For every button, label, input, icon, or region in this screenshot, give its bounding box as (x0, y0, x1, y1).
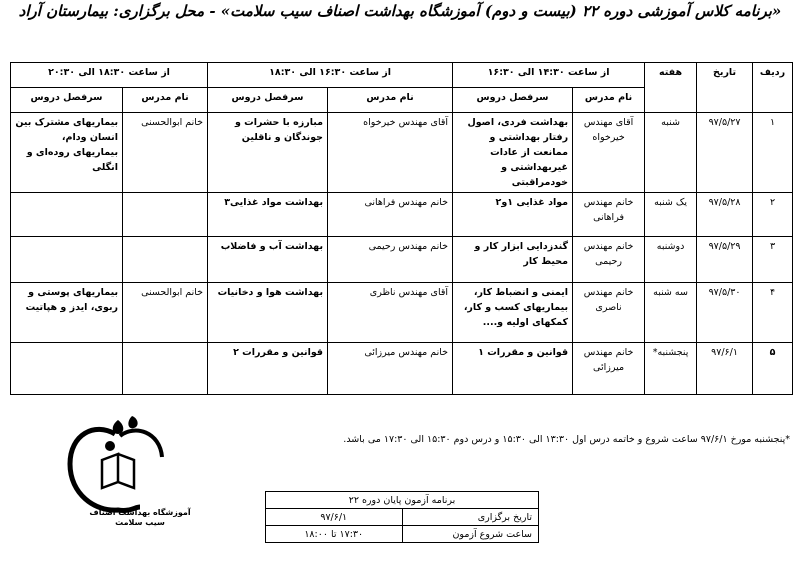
row-number: ۴ (753, 283, 793, 343)
footnote: *پنجشنبه مورخ ۹۷/۶/۱ ساعت شروع و خاتمه درس اول ۱۳:۳۰ الی ۱۵:۳۰ و درس دوم ۱۵:۳۰ الی ۱۷:۳۰ می باشد. (343, 434, 790, 445)
row-number: ۳ (753, 237, 793, 283)
teacher-cell (123, 193, 208, 237)
header-teacher: نام مدرس (328, 88, 453, 113)
teacher-cell: خانم ابوالحسنی (123, 113, 208, 193)
table-row (11, 113, 793, 193)
header-slot-2: از ساعت ۱۶:۳۰ الی ۱۸:۳۰ (208, 63, 453, 88)
teacher-cell: خانم مهندس فراهانی (328, 193, 453, 237)
topic-cell: بهداشت هوا و دخانیات (208, 283, 328, 343)
topic-cell (11, 193, 123, 237)
teacher-cell: خانم مهندس رحیمی (573, 237, 645, 283)
row-date: ۹۷/۵/۳۰ (697, 283, 753, 343)
table-row (11, 343, 793, 395)
header-slot-3: از ساعت ۱۸:۳۰ الی ۲۰:۳۰ (11, 63, 208, 88)
exam-time-value: ۱۷:۳۰ تا ۱۸:۰۰ (266, 526, 403, 543)
logo-line-1: آموزشگاه بهداشت اصناف (89, 508, 191, 517)
teacher-cell (123, 343, 208, 395)
topic-cell: ایمنی و انضباط کار، بیماریهای کسب و کار، کمکهای اولیه و.... (453, 283, 573, 343)
teacher-cell: خانم مهندس فراهانی (573, 193, 645, 237)
topic-cell (11, 343, 123, 395)
topic-cell: بهداشت فردی، اصول رفتار بهداشتی و ممانعت از عادات غیربهداشتی و خودمراقبتی (453, 113, 573, 193)
topic-cell: مبارزه با حشرات و جوندگان و ناقلین (208, 113, 328, 193)
row-day: سه شنبه (645, 283, 697, 343)
teacher-cell (123, 237, 208, 283)
teacher-cell: آقای مهندس ناظری (328, 283, 453, 343)
topic-cell (11, 237, 123, 283)
exam-title: برنامه آزمون پایان دوره ۲۲ (266, 492, 539, 509)
teacher-cell: خانم مهندس میرزائی (328, 343, 453, 395)
exam-time-label: ساعت شروع آزمون (402, 526, 539, 543)
row-number: ۵ (753, 343, 793, 395)
topic-cell: گندزدایی ابزار کار و محیط کار (453, 237, 573, 283)
table-row (11, 283, 793, 343)
header-date: تاریخ (697, 63, 753, 113)
topic-cell: مواد غذایی ۱و۲ (453, 193, 573, 237)
row-date: ۹۷/۵/۲۹ (697, 237, 753, 283)
row-date: ۹۷/۵/۲۸ (697, 193, 753, 237)
page-title: «برنامه کلاس آموزشی دوره ۲۲ (بیست و دوم) آموزشگاه بهداشت اصناف سیب سلامت» - محل برگزاری: بیمارستان آراد (18, 2, 782, 20)
topic-cell: بهداشت مواد غذایی۳ (208, 193, 328, 237)
topic-cell: قوانین و مقررات ۱ (453, 343, 573, 395)
teacher-cell: خانم مهندس رحیمی (328, 237, 453, 283)
topic-cell: بیماریهای پوستی و ربوی، ایدز و هپاتیت (11, 283, 123, 343)
header-topics: سرفصل دروس (11, 88, 123, 113)
header-topics: سرفصل دروس (453, 88, 573, 113)
row-day: شنبه (645, 113, 697, 193)
exam-date-label: تاریخ برگزاری (402, 509, 539, 526)
topic-cell: قوانین و مقررات ۲ (208, 343, 328, 395)
table-row (11, 193, 793, 237)
row-number: ۱ (753, 113, 793, 193)
table-row (11, 237, 793, 283)
row-day: پنجشنبه* (645, 343, 697, 395)
exam-date-value: ۹۷/۶/۱ (266, 509, 403, 526)
header-slot-1: از ساعت ۱۴:۳۰ الی ۱۶:۳۰ (453, 63, 645, 88)
logo-line-2: سیب سلامت (115, 518, 165, 527)
header-topics: سرفصل دروس (208, 88, 328, 113)
schedule-table (10, 62, 793, 395)
teacher-cell: خانم ابوالحسنی (123, 283, 208, 343)
topic-cell: بیماریهای مشترک بین انسان ودام، بیماریهای روده‌ای و انگلی (11, 113, 123, 193)
header-row-1 (11, 63, 793, 88)
exam-table (265, 491, 539, 543)
row-date: ۹۷/۶/۱ (697, 343, 753, 395)
header-row-num: ردیف (753, 63, 793, 113)
header-teacher: نام مدرس (123, 88, 208, 113)
teacher-cell: خانم مهندس میرزائی (573, 343, 645, 395)
row-day: یک شنبه (645, 193, 697, 237)
teacher-cell: آقای مهندس خیرخواه (328, 113, 453, 193)
teacher-cell: آقای مهندس خیرخواه (573, 113, 645, 193)
teacher-cell: خانم مهندس ناصری (573, 283, 645, 343)
row-day: دوشنبه (645, 237, 697, 283)
header-teacher: نام مدرس (573, 88, 645, 113)
row-number: ۲ (753, 193, 793, 237)
row-date: ۹۷/۵/۲۷ (697, 113, 753, 193)
topic-cell: بهداشت آب و فاضلاب (208, 237, 328, 283)
header-week: هفته (645, 63, 697, 113)
logo-text (70, 508, 210, 528)
